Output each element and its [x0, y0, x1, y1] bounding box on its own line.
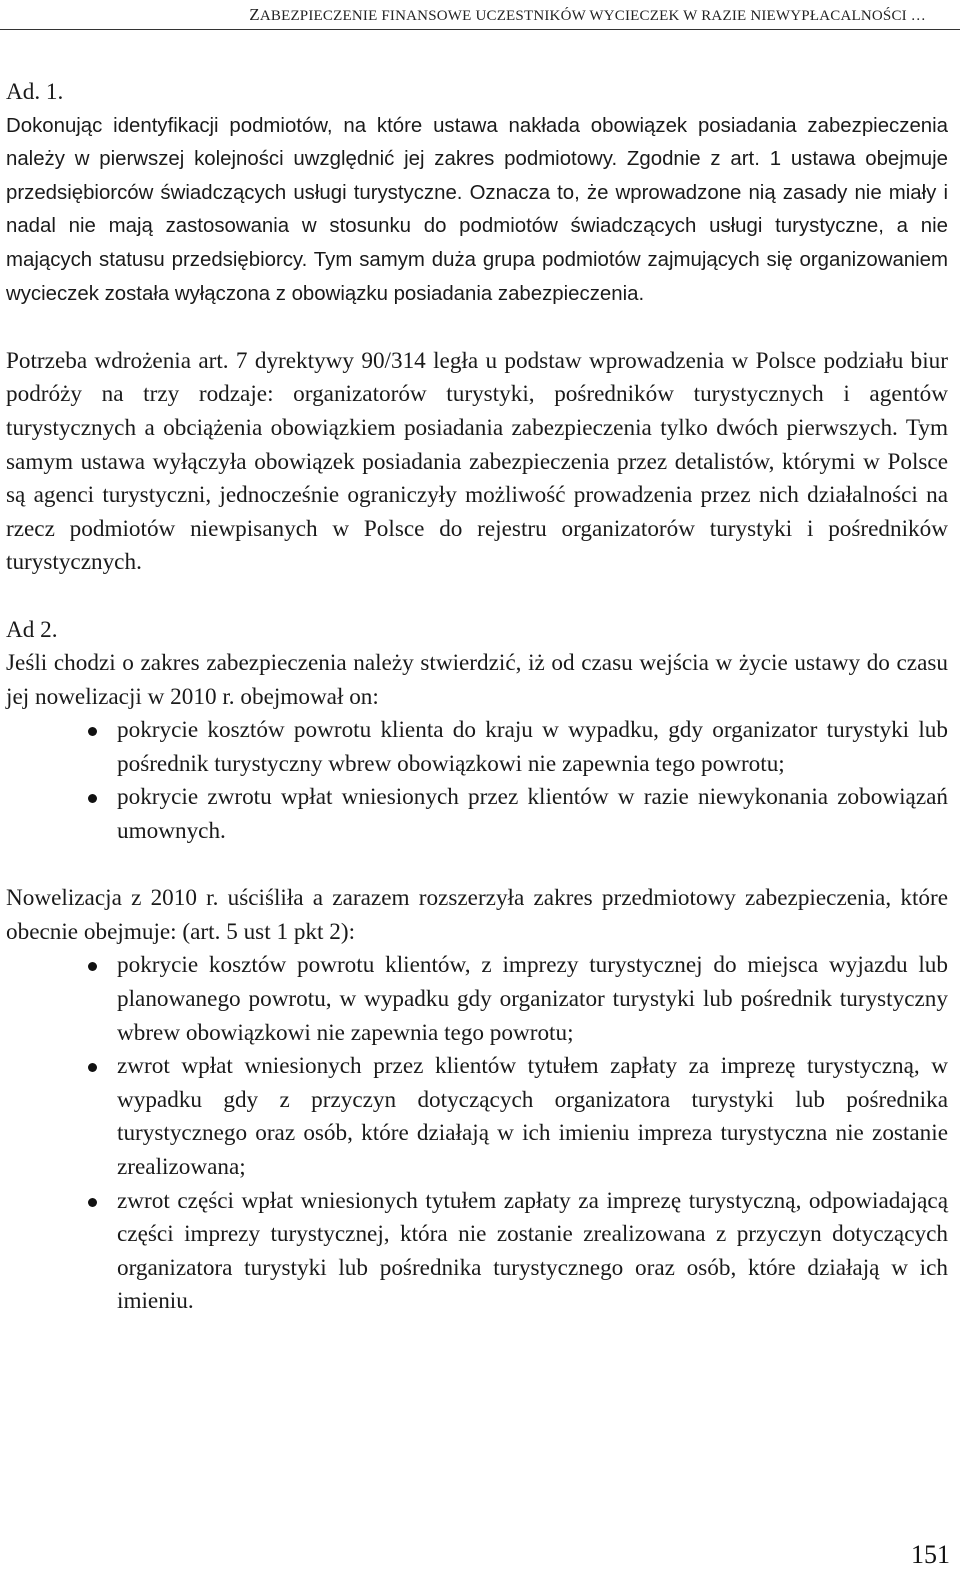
section1-paragraph2: Potrzeba wdrożenia art. 7 dyrektywy 90/314 legła u podstaw wprowadzenia w Polsce podziału biur podróży na trzy rodzaje: organizatorów turystyki, pośredników turystycznych i agentów turystycznych a obciążenia obowiązkiem posiadania zabezpieczenia tylko dwóch pierwszych. Tym samym ustawa wyłączyła obowiązek posiadania zabezpieczenia przez detalistów, którymi w Polsce są agenci turystyczni, jednocześnie ograniczyły możliwość prowadzenia przez nich działalności na rzecz podmiotów niewpisanych w Polsce do rejestru organizatorów turystyki i pośredników turystycznych. [6, 347, 948, 576]
running-head-initial: Z [249, 5, 260, 24]
section1-paragraph1: Dokonując identyfikacji podmiotów, na które ustawa nakłada obowiązek posiadania zabezpieczenia należy w pierwszej kolejności uwzględnić jej zakres podmiotowy. Zgodnie z art. 1 ustawa obejmuje przedsiębiorców świadczących usługi turystyczne. Oznacza to, że wprowadzone nią zasady nie miały i nadal nie mają zastosowania w stosunku do podmiotów świadczących usługi turystyczne, a nie mających statusu przedsiębiorcy. Tym samym duża grupa podmiotów zajmujących się organizowaniem wycieczek została wyłączona z obowiązku posiadania zabezpieczenia. [6, 114, 948, 305]
section2-heading: Ad 2. [6, 616, 58, 643]
running-head [0, 0, 960, 30]
amendment-list-item-text: zwrot części wpłat wniesionych tytułem zapłaty za imprezę turystyczną, odpowiadającą części imprezy turystycznej, która nie zostanie zrealizowana z przyczyn dotyczących organizatora turystyki lub pośrednika turystycznego oraz osób, które działają w ich imieniu. [117, 1187, 948, 1315]
amendment-list [6, 949, 948, 1319]
section2-intro: Jeśli chodzi o zakres zabezpieczenia należy stwierdzić, iż od czasu wejścia w życie ustawy do czasu jej nowelizacji w 2010 r. obejmował on: [6, 650, 948, 710]
bullet-icon [88, 1198, 97, 1207]
amendment-list-item-text: zwrot wpłat wniesionych przez klientów tytułem zapłaty za imprezę turystyczną, w wypadku gdy z przyczyn dotyczących organizatora turystyki lub pośrednika turystycznego oraz osób, które działają w ich imieniu impreza turystyczna nie zostanie zrealizowana; [117, 1053, 948, 1180]
scope-list [6, 714, 948, 848]
bullet-icon [88, 794, 97, 803]
amendment-list-item-text: pokrycie kosztów powrotu klientów, z imprezy turystycznej do miejsca wyjazdu lub planowanego powrotu, w wypadku gdy organizator turystyki lub pośrednik turystyczny wbrew obowiązkowi nie zapewnia tego powrotu; [117, 952, 948, 1046]
amendment-list-item [6, 1185, 948, 1319]
bullet-icon [88, 727, 97, 736]
scope-list-item-text: pokrycie zwrotu wpłat wniesionych przez klientów w razie niewykonania zobowiązań umownych. [117, 784, 948, 845]
amendment-intro: Nowelizacja z 2010 r. uściśliła a zarazem rozszerzyła zakres przedmiotowy zabezpieczenia, które obecnie obejmuje: (art. 5 ust 1 pkt 2): [6, 885, 948, 945]
scope-list-item [6, 714, 948, 781]
body-text [6, 76, 948, 1319]
bullet-icon [88, 962, 97, 971]
amendment-list-item [6, 1050, 948, 1184]
bullet-icon [88, 1063, 97, 1072]
section1-heading: Ad. 1. [6, 79, 64, 105]
page-number: 151 [911, 1540, 950, 1569]
running-head-text: ABEZPIECZENIE FINANSOWE UCZESTNIKÓW WYCIECZEK W RAZIE NIEWYPŁACALNOŚCI … [259, 8, 926, 24]
amendment-list-item [6, 949, 948, 1050]
scope-list-item [6, 781, 948, 848]
scope-list-item-text: pokrycie kosztów powrotu klienta do kraju w wypadku, gdy organizator turystyki lub pośrednik turystyczny wbrew obowiązkowi nie zapewnia tego powrotu; [117, 717, 948, 777]
